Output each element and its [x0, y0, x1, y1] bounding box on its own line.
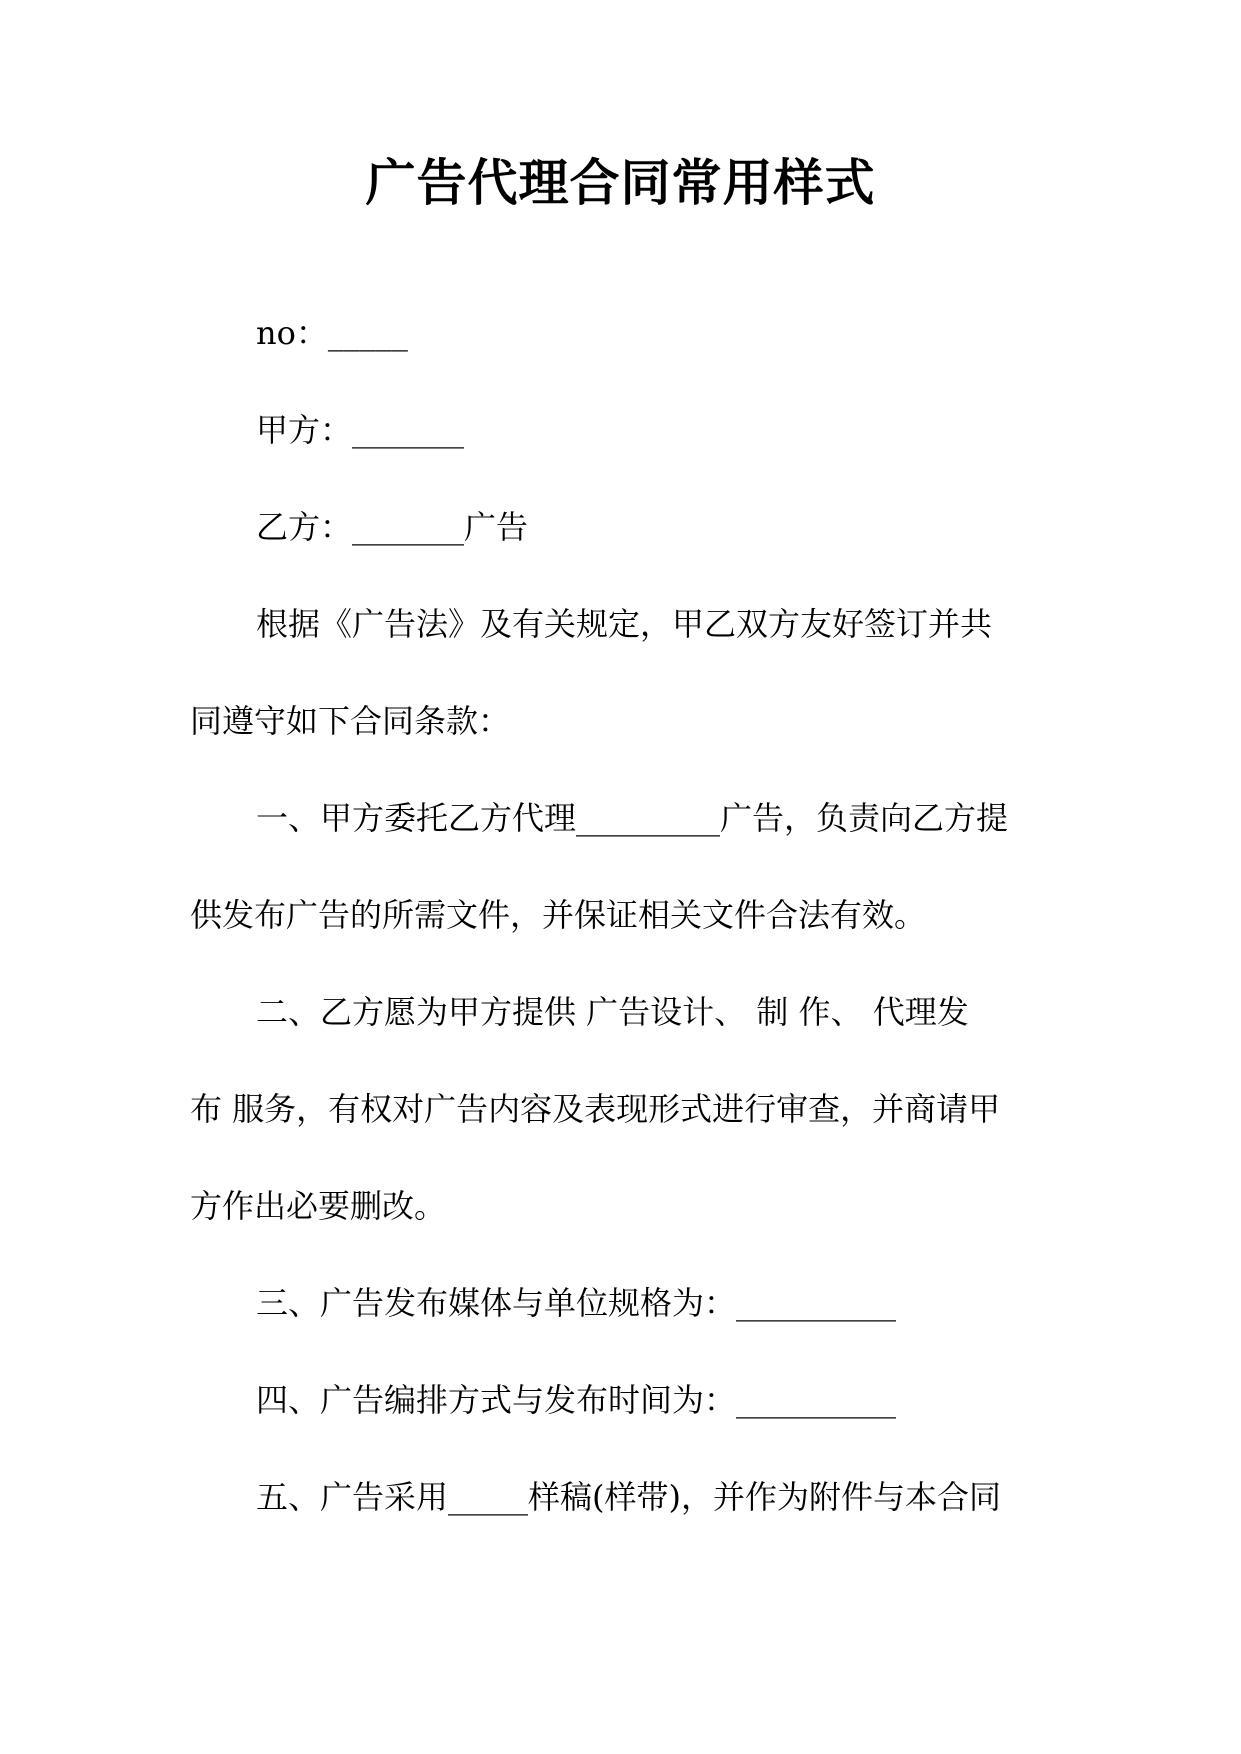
party-b-line: 乙方：_______广告 — [256, 508, 529, 546]
contract-number-line: no：_____ — [256, 314, 408, 352]
clause-1-line-2: 供发布广告的所需文件，并保证相关文件合法有效。 — [190, 896, 927, 934]
preamble-line-2: 同遵守如下合同条款： — [190, 702, 511, 740]
clause-5-line-1: 五、广告采用_____样稿(样带)，并作为附件与本合同 — [256, 1478, 1001, 1516]
document-title: 广告代理合同常用样式 — [365, 153, 876, 212]
clause-2-line-3: 方作出必要删改。 — [190, 1187, 447, 1225]
preamble-line-1: 根据《广告法》及有关规定，甲乙双方友好签订并共 — [256, 605, 993, 643]
party-a-line: 甲方：_______ — [256, 411, 465, 449]
clause-2-line-2: 布 服务，有权对广告内容及表现形式进行审查，并商请甲 — [190, 1090, 1001, 1128]
clause-1-line-1: 一、甲方委托乙方代理_________广告，负责向乙方提 — [256, 799, 1009, 837]
clause-4-line: 四、广告编排方式与发布时间为：__________ — [256, 1381, 897, 1419]
clause-2-line-1: 二、乙方愿为甲方提供 广告设计、 制 作、 代理发 — [256, 993, 969, 1031]
clause-3-line: 三、广告发布媒体与单位规格为：__________ — [256, 1284, 897, 1322]
